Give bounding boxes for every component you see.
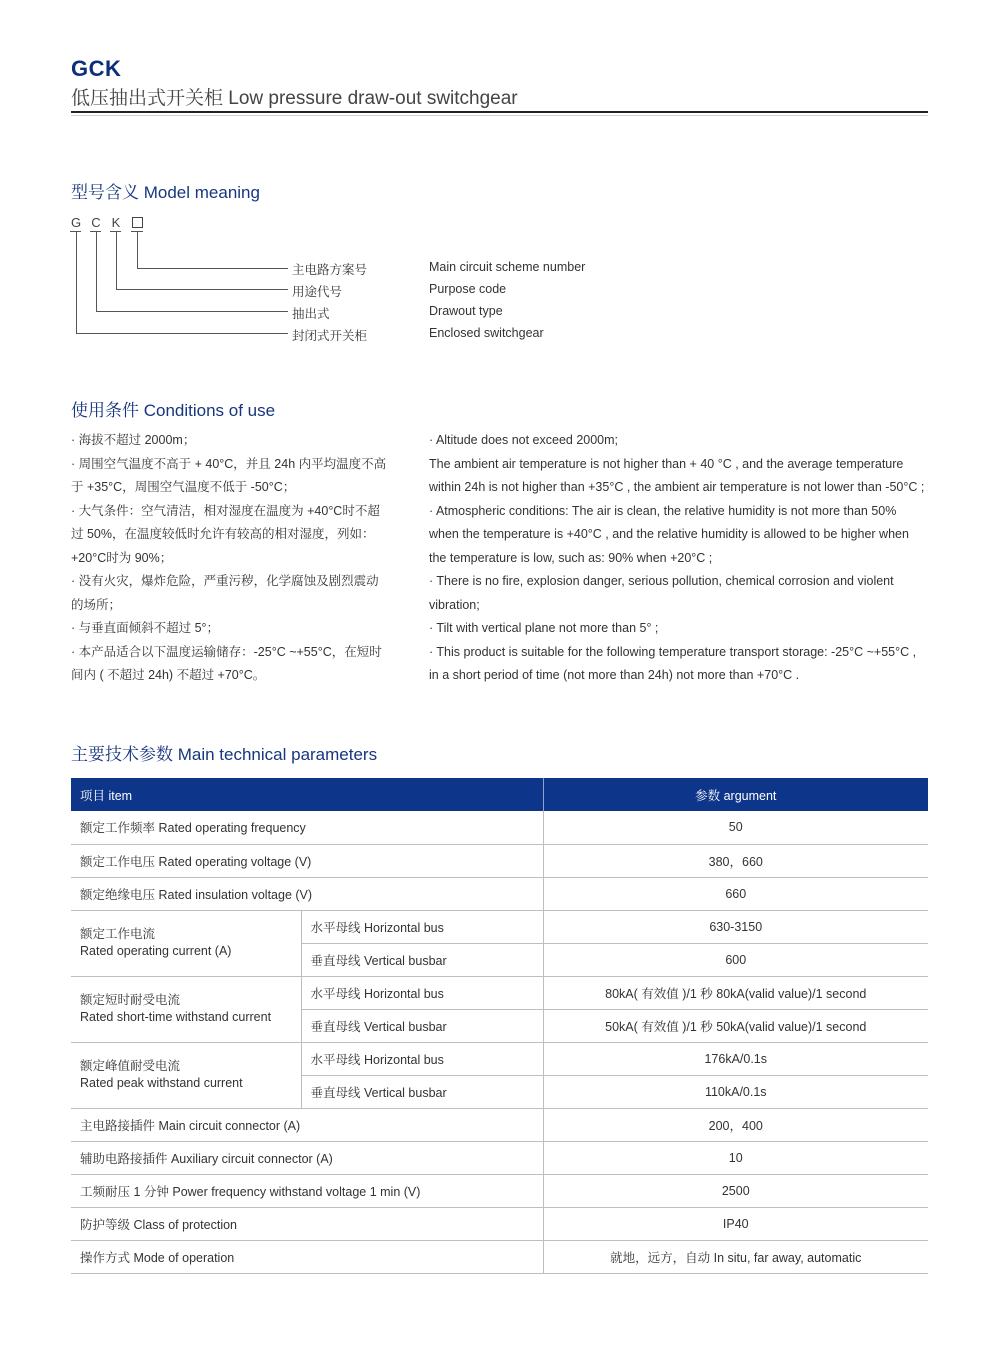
group-label-en: Rated operating current (A) — [80, 944, 232, 958]
condition-cn-line: 于 +35°C，周围空气温度不低于 -50°C； — [71, 480, 296, 494]
condition-en-line: · This product is suitable for the following temperature transport storage: -25°C ~+55°C , — [429, 644, 917, 659]
condition-en-line: · Atmospheric conditions: The air is clean, the relative humidity is not more than 50% — [429, 503, 897, 518]
table-row — [71, 1108, 928, 1141]
row-value: 2500 — [543, 1174, 928, 1207]
row-value: 110kA/0.1s — [543, 1075, 928, 1108]
condition-cn-line: · 海拔不超过 2000m； — [71, 433, 196, 447]
table-row — [71, 976, 928, 1009]
row-item: 主电路接插件 Main circuit connector (A) — [71, 1108, 543, 1141]
row-value: 10 — [543, 1141, 928, 1174]
row-item: 辅助电路接插件 Auxiliary circuit connector (A) — [71, 1141, 543, 1174]
row-item: 工频耐压 1 分钟 Power frequency withstand voltage 1 min (V) — [71, 1174, 543, 1207]
row-value: 176kA/0.1s — [543, 1042, 928, 1075]
group-label-cn: 额定工作电流 — [80, 927, 156, 941]
parameters-table — [71, 778, 928, 1274]
table-row — [71, 1141, 928, 1174]
meaning-cn-0: 主电路方案号 — [292, 263, 368, 277]
brand-title: GCK — [71, 56, 122, 81]
condition-cn-line: +20°C时为 90%； — [71, 550, 173, 565]
table-row — [71, 811, 928, 844]
condition-cn-line: · 本产品适合以下温度运输储存：-25°C ~+55°C，在短时 — [71, 644, 382, 659]
connector-c-vertical — [96, 231, 97, 312]
condition-en-line: The ambient air temperature is not higher than + 40 °C , and the average temperature — [429, 456, 904, 471]
row-value: 200，400 — [543, 1108, 928, 1141]
table-row — [71, 1042, 928, 1075]
condition-en-line: within 24h is not higher than +35°C , the ambient air temperature is not lower than -50°C ; — [429, 480, 925, 494]
row-value: 630-3150 — [543, 910, 928, 943]
meaning-cn-2: 抽出式 — [292, 307, 330, 321]
group-label — [71, 910, 301, 976]
condition-en-line: · There is no fire, explosion danger, serious pollution, chemical corrosion and violent — [429, 574, 894, 588]
meaning-en-2: Drawout type — [429, 304, 503, 318]
condition-en-line: in a short period of time (not more than 24h) not more than +70°C . — [429, 668, 800, 682]
row-value: 600 — [543, 943, 928, 976]
condition-en-line: when the temperature is +40°C , and the relative humidity is allowed to be higher when — [429, 527, 909, 541]
sub-item: 水平母线 Horizontal bus — [301, 910, 543, 943]
header-divider-light — [71, 115, 928, 116]
row-value: 80kA( 有效值 )/1 秒 80kA(valid value)/1 second — [543, 976, 928, 1009]
condition-cn-line: · 与垂直面倾斜不超过 5°； — [71, 621, 220, 635]
parameters-title: 主要技术参数 Main technical parameters — [71, 745, 378, 764]
meaning-en-1: Purpose code — [429, 282, 507, 296]
condition-en-line: · Altitude does not exceed 2000m; — [429, 433, 619, 447]
header-argument: 参数 argument — [543, 778, 928, 811]
row-value: 就地，远方，自动 In situ, far away, automatic — [543, 1240, 928, 1273]
conditions-en — [429, 429, 929, 688]
table-row — [71, 844, 928, 877]
row-value: 50kA( 有效值 )/1 秒 50kA(valid value)/1 second — [543, 1009, 928, 1042]
connector-box-horizontal — [137, 268, 288, 269]
sub-item: 水平母线 Horizontal bus — [301, 976, 543, 1009]
condition-cn-line: · 周围空气温度不高于 + 40°C，并且 24h 内平均温度不高 — [71, 456, 387, 471]
row-value: 380，660 — [543, 844, 928, 877]
meaning-en-0: Main circuit scheme number — [429, 260, 586, 274]
sub-item: 垂直母线 Vertical busbar — [301, 943, 543, 976]
condition-cn-line: · 没有火灾，爆炸危险，严重污秽，化学腐蚀及剧烈震动 — [71, 574, 379, 588]
sub-item: 垂直母线 Vertical busbar — [301, 1009, 543, 1042]
row-value: 50 — [543, 811, 928, 844]
connector-k-vertical — [116, 231, 117, 290]
meaning-en-3: Enclosed switchgear — [429, 326, 544, 340]
connector-box-vertical — [137, 231, 138, 269]
conditions-title: 使用条件 Conditions of use — [71, 401, 276, 420]
table-row — [71, 1207, 928, 1240]
table-header-row — [71, 778, 928, 811]
model-meaning-title: 型号含义 Model meaning — [71, 183, 260, 202]
code-letter-g: G — [70, 215, 82, 230]
code-letter-k: K — [111, 215, 121, 230]
sub-item: 垂直母线 Vertical busbar — [301, 1075, 543, 1108]
conditions-cn — [71, 429, 401, 688]
row-item: 额定绝缘电压 Rated insulation voltage (V) — [71, 877, 543, 910]
condition-en-line: vibration; — [429, 597, 480, 612]
meaning-cn-1: 用途代号 — [292, 285, 343, 299]
code-letter-c: C — [91, 215, 101, 230]
group-label-en: Rated peak withstand current — [80, 1076, 243, 1090]
group-label-cn: 额定短时耐受电流 — [80, 993, 181, 1007]
row-item: 额定工作电压 Rated operating voltage (V) — [71, 844, 543, 877]
table-row — [71, 877, 928, 910]
connector-c-horizontal — [96, 311, 288, 312]
group-label — [71, 1042, 301, 1108]
connector-g-horizontal — [76, 333, 288, 334]
connector-g-vertical — [76, 231, 77, 334]
condition-en-line: · Tilt with vertical plane not more than 5° ; — [429, 621, 659, 635]
row-item: 防护等级 Class of protection — [71, 1207, 543, 1240]
group-label — [71, 976, 301, 1042]
connector-k-horizontal — [116, 289, 288, 290]
table-row — [71, 910, 928, 943]
group-label-cn: 额定峰值耐受电流 — [80, 1059, 181, 1073]
condition-cn-line: 过 50%，在温度较低时允许有较高的相对湿度，列如： — [71, 527, 375, 541]
row-value: IP40 — [543, 1207, 928, 1240]
condition-cn-line: 的场所； — [71, 597, 122, 612]
row-item: 操作方式 Mode of operation — [71, 1240, 543, 1273]
row-value: 660 — [543, 877, 928, 910]
table-row — [71, 1240, 928, 1273]
condition-cn-line: 间内 ( 不超过 24h) 不超过 +70°C。 — [71, 668, 266, 682]
page-subtitle: 低压抽出式开关柜 Low pressure draw-out switchgear — [71, 88, 518, 109]
condition-en-line: the temperature is low, such as: 90% when +20°C ; — [429, 550, 713, 565]
sub-item: 水平母线 Horizontal bus — [301, 1042, 543, 1075]
table-row — [71, 1174, 928, 1207]
group-label-en: Rated short-time withstand current — [80, 1010, 272, 1024]
header-divider — [71, 111, 928, 113]
condition-cn-line: · 大气条件：空气清洁，相对湿度在温度为 +40°C时不超 — [71, 503, 380, 518]
meaning-cn-3: 封闭式开关柜 — [292, 329, 368, 343]
row-item: 额定工作频率 Rated operating frequency — [71, 811, 543, 844]
header-item: 项目 item — [71, 778, 543, 811]
code-placeholder-box — [132, 217, 143, 228]
